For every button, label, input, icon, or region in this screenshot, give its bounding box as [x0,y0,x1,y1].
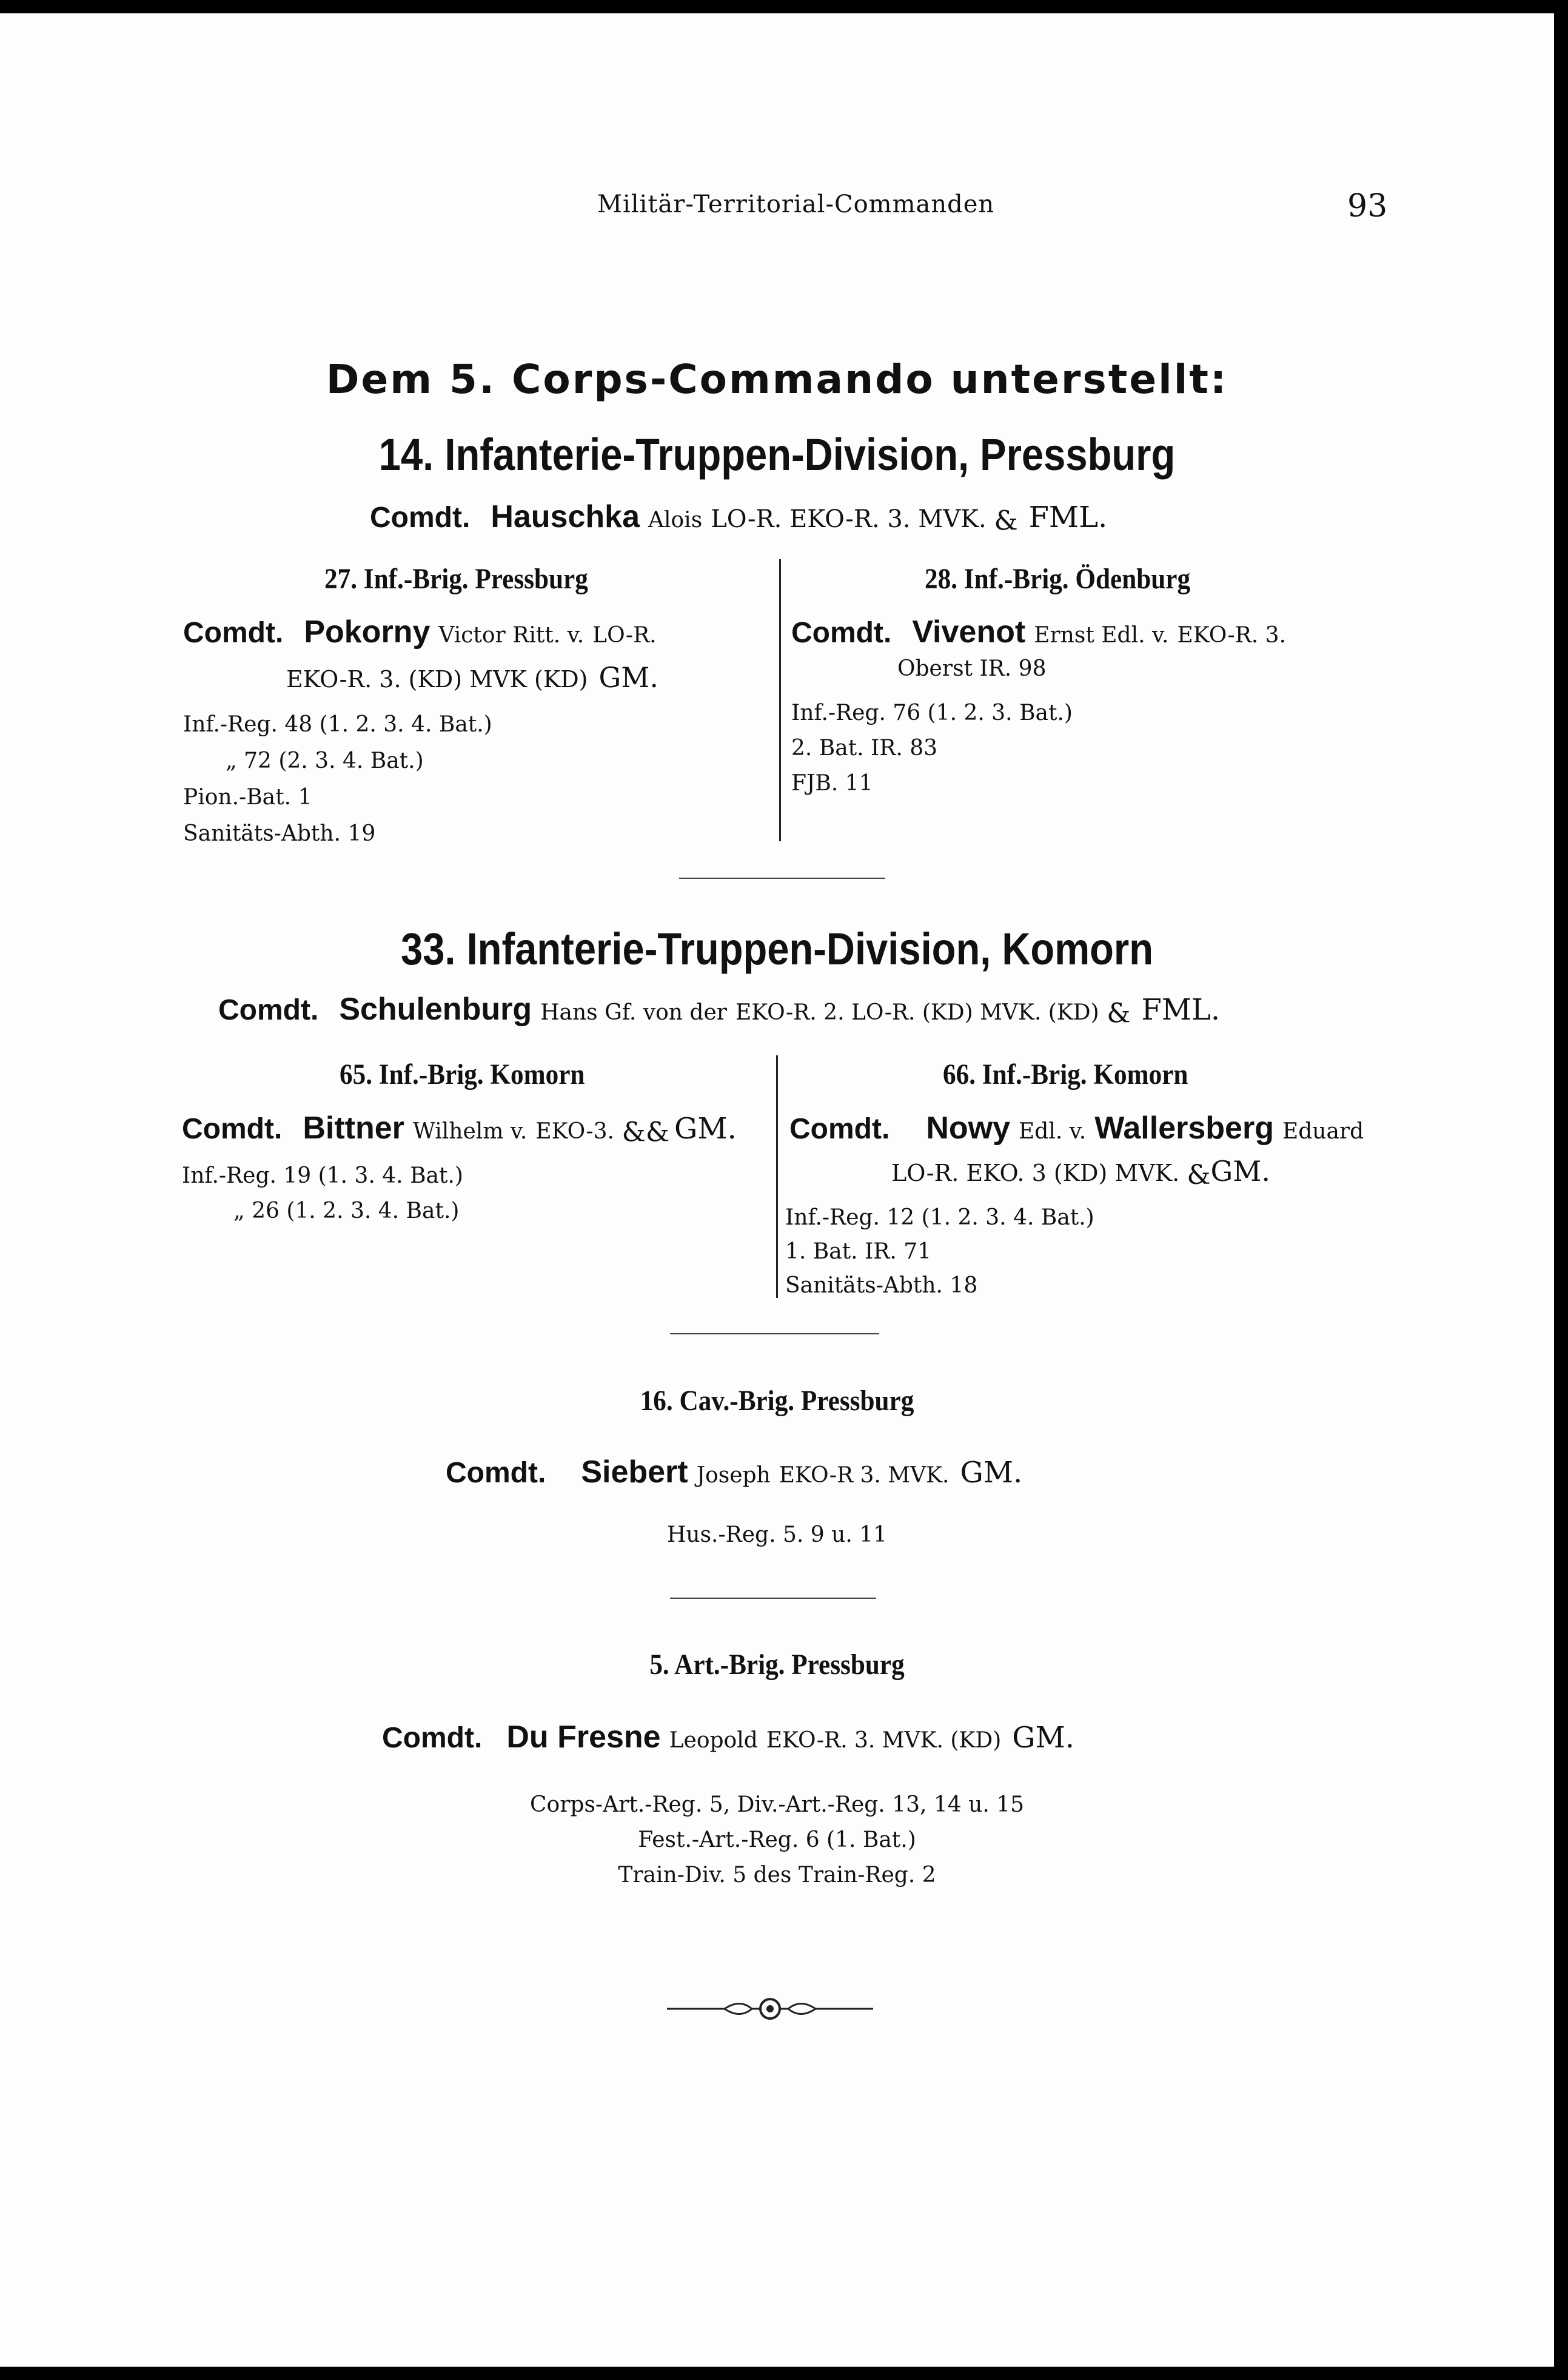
order-icon: & [622,1117,646,1148]
commander-name: Hauschka [491,499,640,534]
section-divider [679,878,885,879]
brigade-27-commander [183,614,657,650]
commander-first-name: Ernst Edl. v. [1034,623,1169,648]
unit-line: FJB. 11 [791,771,873,796]
comdt-label: Comdt. [370,502,471,534]
commander-name: Nowy [926,1111,1010,1146]
column-divider [776,1055,778,1298]
artillery-brigade-5-units [0,1787,1554,1893]
decorations: EKO-R. 3. [1177,623,1287,648]
brigade-28-title: 28. Inf.-Brig. Ödenburg [925,563,1191,595]
brigade-65-commander [182,1110,737,1148]
order-icon: & [645,1117,669,1148]
rank: GM. [1210,1155,1270,1188]
unit-line: Train-Div. 5 des Train-Reg. 2 [618,1863,936,1888]
brigade-28-commander [791,614,1286,650]
division-14-commander [370,499,1107,537]
unit-line: Inf.-Reg. 19 (1. 3. 4. Bat.) [182,1163,463,1188]
commander-name: Schulenburg [339,992,532,1027]
comdt-label: Comdt. [789,1113,890,1145]
division-33-commander [218,991,1220,1029]
decorations: LO-R. [592,623,657,648]
commander-first-name: Wilhelm v. [412,1119,528,1144]
running-head: Militär-Territorial-Commanden [597,190,995,218]
commander-name: Du Fresne [506,1719,661,1755]
unit-line: Corps-Art.-Reg. 5, Div.-Art.-Reg. 13, 14 u. 15 [529,1792,1025,1817]
page [0,13,1554,2367]
commander-given-name: Eduard [1282,1119,1364,1144]
brigade-28-units [791,696,1073,801]
rank: GM. [960,1456,1023,1490]
order-icon: & [994,505,1018,537]
unit-line: „ 72 (2. 3. 4. Bat.) [226,748,424,773]
commander-name: Vivenot [912,614,1026,650]
commander-surname-part: Wallersberg [1094,1111,1274,1146]
order-icon: & [1107,998,1131,1029]
cavalry-brigade-16-units: Hus.-Reg. 5. 9 u. 11 [666,1522,888,1547]
commander-name: Siebert [581,1454,688,1490]
column-divider [779,559,781,841]
artillery-brigade-5-title: 5. Art.-Brig. Pressburg [649,1649,905,1681]
decorations: EKO-R 3. MVK. [779,1463,950,1488]
artillery-brigade-5-commander [382,1719,1074,1755]
commander-first-name: Hans Gf. von der [540,1000,727,1025]
decorations: LO-R. EKO. 3 (KD) MVK. [891,1160,1180,1186]
decorations: LO-R. EKO-R. 3. MVK. [711,505,987,533]
commander-first-name: Leopold [669,1728,758,1753]
brigade-28-rank-line: Oberst IR. 98 [897,656,1047,681]
unit-line: Sanitäts-Abth. 18 [785,1273,978,1298]
commander-first-name: Joseph [696,1463,771,1488]
rank: GM. [1012,1721,1075,1755]
section-title: Dem 5. Corps-Commando unterstellt: [326,356,1228,403]
brigade-27-units [183,707,492,852]
unit-line: Inf.-Reg. 48 (1. 2. 3. 4. Bat.) [183,712,492,737]
brigade-66-commander [789,1110,1372,1146]
rank: FML. [1028,500,1108,534]
comdt-label: Comdt. [382,1722,483,1754]
order-icon: & [1187,1160,1211,1191]
brigade-66-title: 66. Inf.-Brig. Komorn [943,1058,1188,1091]
decorations: EKO-3. [535,1119,614,1144]
cavalry-brigade-16-title: 16. Cav.-Brig. Pressburg [640,1385,914,1417]
brigade-66-decorations [891,1155,1270,1191]
commander-first-name: Edl. v. [1019,1119,1087,1144]
brigade-65-units [182,1158,463,1229]
unit-line: Sanitäts-Abth. 19 [183,821,376,846]
page-number: 93 [1347,188,1388,224]
unit-line: Inf.-Reg. 76 (1. 2. 3. Bat.) [791,701,1073,725]
section-divider [670,1598,876,1599]
division-33-title: 33. Infanterie-Truppen-Division, Komorn [400,924,1154,974]
commander-first-name: Alois [648,508,703,533]
brigade-27-title: 27. Inf.-Brig. Pressburg [324,563,588,595]
brigade-27-decorations [286,661,658,694]
commander-name: Bittner [303,1111,404,1146]
cavalry-brigade-16-commander [446,1454,1022,1490]
commander-name: Pokorny [304,614,431,650]
comdt-label: Comdt. [218,994,319,1026]
section-divider [670,1333,879,1334]
unit-line: Fest.-Art.-Reg. 6 (1. Bat.) [638,1827,916,1852]
brigade-65-title: 65. Inf.-Brig. Komorn [340,1058,585,1091]
comdt-label: Comdt. [182,1113,283,1145]
decorations: EKO-R. 3. (KD) MVK (KD) [286,666,588,693]
comdt-label: Comdt. [446,1457,546,1489]
unit-line: 2. Bat. IR. 83 [791,736,938,761]
comdt-label: Comdt. [183,617,284,649]
rank: FML. [1141,993,1221,1027]
decorations: EKO-R. 2. LO-R. (KD) MVK. (KD) [735,1000,1099,1025]
unit-line: „ 26 (1. 2. 3. 4. Bat.) [233,1198,460,1223]
unit-line: Pion.-Bat. 1 [183,785,312,810]
decorations: EKO-R. 3. MVK. (KD) [766,1728,1002,1753]
commander-first-name: Victor Ritt. v. [438,623,585,648]
comdt-label: Comdt. [791,617,892,649]
ornament-icon [667,1994,873,2024]
unit-line: 1. Bat. IR. 71 [785,1239,932,1264]
unit-line: Inf.-Reg. 12 (1. 2. 3. 4. Bat.) [785,1205,1094,1230]
rank: GM. [674,1112,737,1146]
division-14-title: 14. Infanterie-Truppen-Division, Pressburg [378,429,1176,480]
rank: GM. [598,661,658,694]
brigade-66-units [785,1201,1094,1303]
